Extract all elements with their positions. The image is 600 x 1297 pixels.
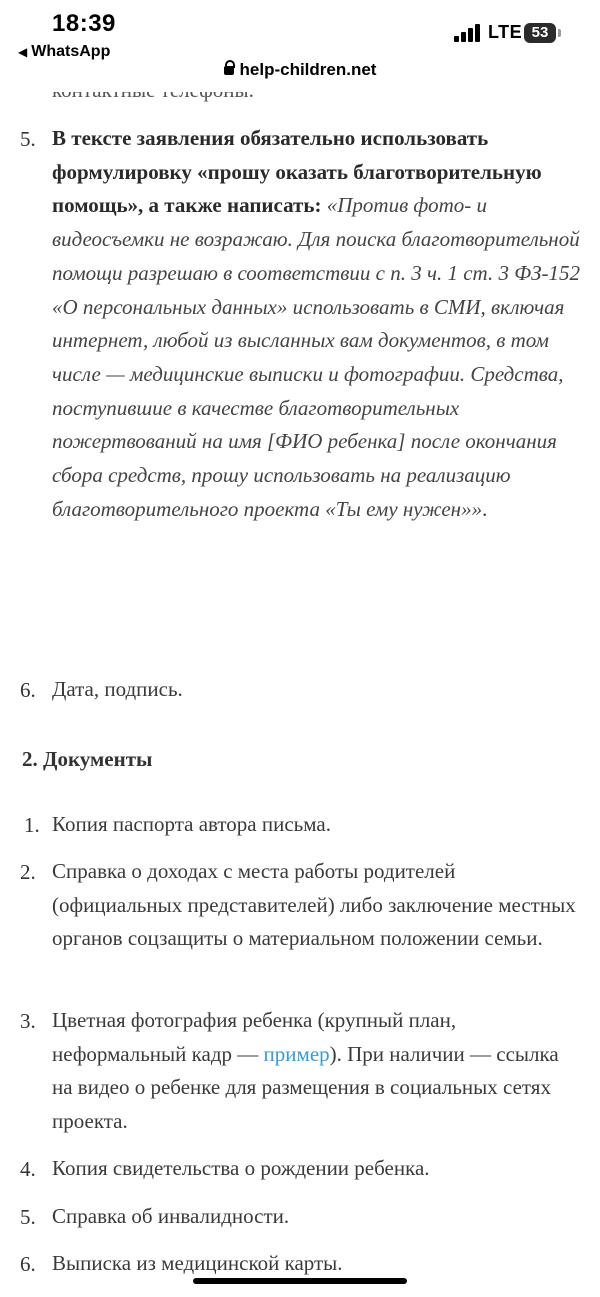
text-end: . — [482, 496, 488, 521]
address-bar[interactable] — [0, 60, 600, 80]
lock-icon — [224, 66, 234, 75]
example-link[interactable]: пример — [263, 1041, 330, 1066]
list-number: 5. — [20, 1205, 36, 1229]
back-to-app-button[interactable] — [18, 43, 110, 61]
status-bar — [0, 0, 600, 92]
list-item-text: Копия свидетельства о рождении ребенка. — [52, 1156, 430, 1180]
text-before-link: Цветная фотография ребенка (крупный план, неформальный кадр — — [52, 1008, 457, 1066]
url-text: help-children.net — [239, 60, 377, 79]
list-item-text: Копия паспорта автора письма. — [52, 812, 331, 836]
list-item-text — [52, 122, 582, 526]
list-number: 2. — [20, 860, 36, 884]
list-number: 3. — [20, 1009, 36, 1033]
back-app-label: WhatsApp — [31, 43, 111, 60]
list-item-text: Справка об инвалидности. — [52, 1204, 290, 1228]
network-label: LTE — [488, 22, 523, 42]
text-after-link: ). При наличии — ссылка на видео о ребенке для размещения в социальных сетях проекта. — [52, 1041, 559, 1134]
list-number: 1. — [24, 813, 40, 837]
list-item-text: Дата, подпись. — [52, 677, 183, 701]
signal-icon — [454, 24, 484, 42]
list-item-text: Справка о доходах с места работы родителей (официальных представителей) либо заключение местных органов соцзащиты о материальном положении семьи. — [52, 859, 576, 951]
battery-tip — [558, 29, 561, 37]
list-number: 6. — [20, 678, 36, 702]
status-time: 18:39 — [52, 10, 116, 37]
bold-text: В тексте заявления обязательно использовать формулировку «прошу оказать благотворительную помощь», а также написать: — [52, 126, 542, 218]
list-item-text — [52, 1004, 582, 1139]
list-number: 6. — [20, 1252, 36, 1276]
list-number: 4. — [20, 1157, 36, 1181]
list-item-text: Выписка из медицинской карты. — [52, 1251, 343, 1275]
home-indicator[interactable] — [193, 1278, 407, 1284]
italic-quote: «Против фото- и видеосъемки не возражаю. Для поиска благотворительной помощи разрешаю в соответствии с п. 3 ч. 1 ст. 3 ФЗ-152 «О персональных данных» использовать в СМИ, включая интернет, любой из высланных вам документов, в том числе — медицинские выписки и фотографии. Средства, поступившие в качестве благотворительных пожертвований на имя [ФИО ребенка] после окончания сбора средств, прошу использовать на реализацию благотворительного проекта «Ты ему нужен»» — [52, 193, 580, 521]
section-heading: 2. Документы — [22, 747, 153, 771]
list-number: 5. — [20, 127, 36, 151]
back-triangle-icon: ◀ — [18, 45, 28, 59]
battery-icon: 53 — [524, 23, 556, 43]
